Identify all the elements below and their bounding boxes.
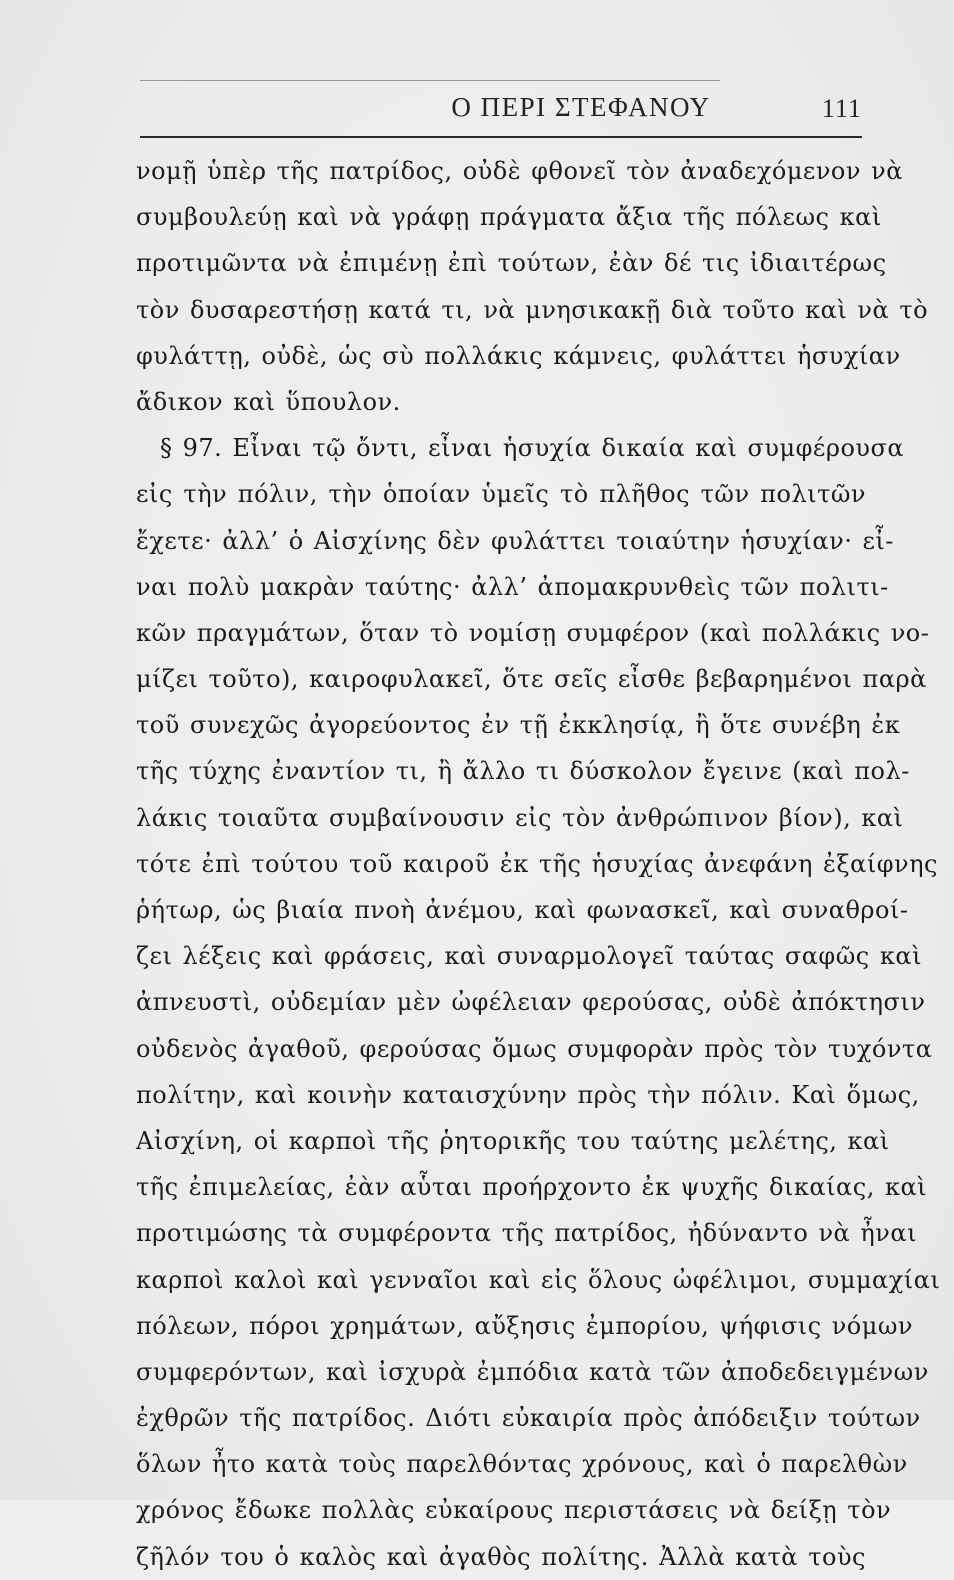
text-line: συμφερόντων, καὶ ἰσχυρὰ ἐμπόδια κατὰ τῶν ἀποδεδειγμένων	[136, 1357, 929, 1386]
text-line: τὸν δυσαρεστήσῃ κατά τι, νὰ μνησικακῇ διὰ τοῦτο καὶ νὰ τὸ	[136, 295, 929, 324]
text-line: ἐχθρῶν τῆς πατρίδος. Διότι εὐκαιρία πρὸς ἀπόδειξιν τούτων	[136, 1404, 921, 1433]
text-line: τῆς τύχης ἐναντίον τι, ἢ ἄλλο τι δύσκολον ἔγεινε (καὶ πολ-	[136, 757, 910, 786]
text-line: καρποὶ καλοὶ καὶ γενναῖοι καὶ εἰς ὅλους ὠφέλιμοι, συμμαχίαι	[136, 1265, 941, 1294]
text-line: ζει λέξεις καὶ φράσεις, καὶ συναρμολογεῖ ταύτας σαφῶς καὶ	[136, 942, 922, 971]
text-line: πόλεων, πόροι χρημάτων, αὔξησις ἐμπορίου, ψήφισις νόμων	[136, 1311, 913, 1340]
text-line: μίζει τοῦτο), καιροφυλακεῖ, ὅτε σεῖς εἶσθε βεβαρημένοι παρὰ	[136, 665, 927, 694]
text-line: ζῆλόν του ὁ καλὸς καὶ ἀγαθὸς πολίτης. Ἀλλὰ κατὰ τοὺς	[136, 1542, 866, 1571]
text-line: κῶν πραγμάτων, ὅταν τὸ νομίσῃ συμφέρον (καὶ πολλάκις νο-	[136, 618, 930, 647]
text-line: φυλάττῃ, οὐδὲ, ὡς σὺ πολλάκις κάμνεις, φυλάττει ἡσυχίαν	[136, 341, 901, 370]
text-line: ὅλων ἦτο κατὰ τοὺς παρελθόντας χρόνους, καὶ ὁ παρελθὼν	[136, 1450, 908, 1479]
text-line: χρόνος ἔδωκε πολλὰς εὐκαίρους περιστάσεις νὰ δείξῃ τὸν	[136, 1496, 892, 1525]
text-line: λάκις τοιαῦτα συμβαίνουσιν εἰς τὸν ἀνθρώπινον βίον), καὶ	[136, 803, 904, 832]
text-line: Αἰσχίνη, οἱ καρποὶ τῆς ῥητορικῆς του ταύτης μελέτης, καὶ	[136, 1126, 890, 1155]
text-line: ἔχετε· ἀλλ’ ὁ Αἰσχίνης δὲν φυλάττει τοιαύτην ἡσυχίαν· εἶ-	[136, 526, 894, 555]
text-line: ἄδικον καὶ ὕπουλον.	[136, 387, 401, 416]
page-header	[140, 86, 862, 126]
text-line: τοῦ συνεχῶς ἀγορεύοντος ἐν τῇ ἐκκλησίᾳ, ἢ ὅτε συνέβη ἐκ	[136, 711, 901, 740]
text-line: οὐδενὸς ἀγαθοῦ, φερούσας ὅμως συμφορὰν πρὸς τὸν τυχόντα	[136, 1034, 933, 1063]
text-line: εἰς τὴν πόλιν, τὴν ὁποίαν ὑμεῖς τὸ πλῆθος τῶν πολιτῶν	[136, 480, 866, 509]
text-line: συμβουλεύῃ καὶ νὰ γράφῃ πράγματα ἄξια τῆς πόλεως καὶ	[136, 203, 882, 232]
header-rule	[140, 136, 862, 138]
text-line: τῆς ἐπιμελείας, ἐὰν αὗται προήρχοντο ἐκ ψυχῆς δικαίας, καὶ	[136, 1173, 928, 1202]
text-line: νομῇ ὑπὲρ τῆς πατρίδος, οὐδὲ φθονεῖ τὸν ἀναδεχόμενον νὰ	[136, 157, 903, 185]
running-head: Ο ΠΕΡΙ ΣΤΕΦΑΝΟΥ	[451, 92, 711, 122]
page-number: 111	[821, 94, 862, 123]
text-line: προτιμῶντα νὰ ἐπιμένῃ ἐπὶ τούτων, ἐὰν δέ τις ἰδιαιτέρως	[136, 249, 887, 278]
text-line: ῥήτωρ, ὡς βιαία πνοὴ ἀνέμου, καὶ φωνασκεῖ, καὶ συναθροί-	[136, 896, 909, 924]
text-line: τότε ἐπὶ τούτου τοῦ καιροῦ ἐκ τῆς ἡσυχίας ἀνεφάνη ἐξαίφνης	[136, 849, 938, 878]
header-top-rule	[140, 80, 720, 81]
section-97-start: § 97. Εἶναι τῷ ὄντι, εἶναι ἡσυχία δικαία καὶ συμφέρουσα	[160, 434, 905, 463]
text-line: ἀπνευστὶ, οὐδεμίαν μὲν ὠφέλειαν φερούσας, οὐδὲ ἀπόκτησιν	[136, 988, 926, 1017]
text-line: προτιμώσης τὰ συμφέροντα τῆς πατρίδος, ἠδύναντο νὰ ἦναι	[136, 1219, 917, 1248]
text-line: πολίτην, καὶ κοινὴν καταισχύνην πρὸς τὴν πόλιν. Καὶ ὅμως,	[136, 1080, 920, 1109]
body-text	[136, 148, 941, 1580]
text-line: ναι πολὺ μακρὰν ταύτης· ἀλλ’ ἀπομακρυνθεὶς τῶν πολιτι-	[136, 572, 889, 601]
